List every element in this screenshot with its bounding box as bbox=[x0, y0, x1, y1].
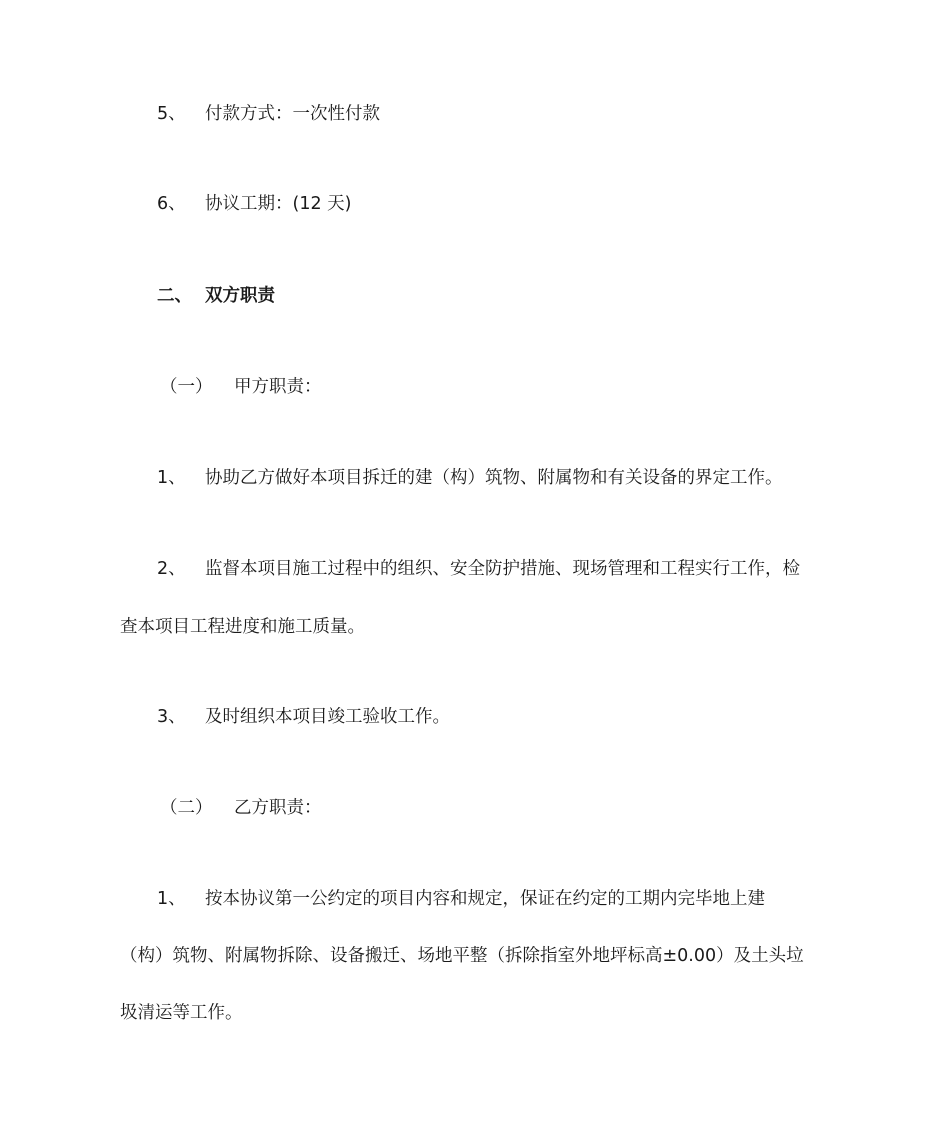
item-5-text: 付款方式：一次性付款 bbox=[205, 104, 380, 124]
party-a-item-1-number: 1、 bbox=[157, 468, 186, 488]
party-b-title: 乙方职责： bbox=[234, 798, 322, 818]
party-a-item-2-line-2: 查本项目工程进度和施工质量。 bbox=[120, 617, 365, 637]
section-2-title: 双方职责 bbox=[205, 286, 275, 306]
party-a-item-1-text: 协助乙方做好本项目拆迁的建（构）筑物、附属物和有关设备的界定工作。 bbox=[205, 468, 783, 488]
party-a-item-3-text: 及时组织本项目竣工验收工作。 bbox=[205, 707, 450, 727]
party-a-number: （一） bbox=[160, 377, 213, 397]
section-2-number: 二、 bbox=[157, 286, 192, 306]
item-6-text: 协议工期：(12 天) bbox=[205, 194, 352, 214]
party-a-title: 甲方职责： bbox=[234, 377, 322, 397]
party-a-item-2-line-1: 监督本项目施工过程中的组织、安全防护措施、现场管理和工程实行工作，检 bbox=[205, 559, 800, 579]
party-b-number: （二） bbox=[160, 798, 213, 818]
party-b-item-1-line-3: 圾清运等工作。 bbox=[120, 1003, 243, 1023]
party-b-item-1-line-1: 按本协议第一公约定的项目内容和规定，保证在约定的工期内完毕地上建 bbox=[205, 889, 765, 909]
item-5-number: 5、 bbox=[157, 104, 186, 124]
party-b-item-1-number: 1、 bbox=[157, 889, 186, 909]
party-b-item-1-line-2: （构）筑物、附属物拆除、设备搬迁、场地平整（拆除指室外地坪标高±0.00）及土头垃 bbox=[120, 946, 804, 966]
item-6-number: 6、 bbox=[157, 194, 186, 214]
party-a-item-2-number: 2、 bbox=[157, 559, 186, 579]
party-a-item-3-number: 3、 bbox=[157, 707, 186, 727]
